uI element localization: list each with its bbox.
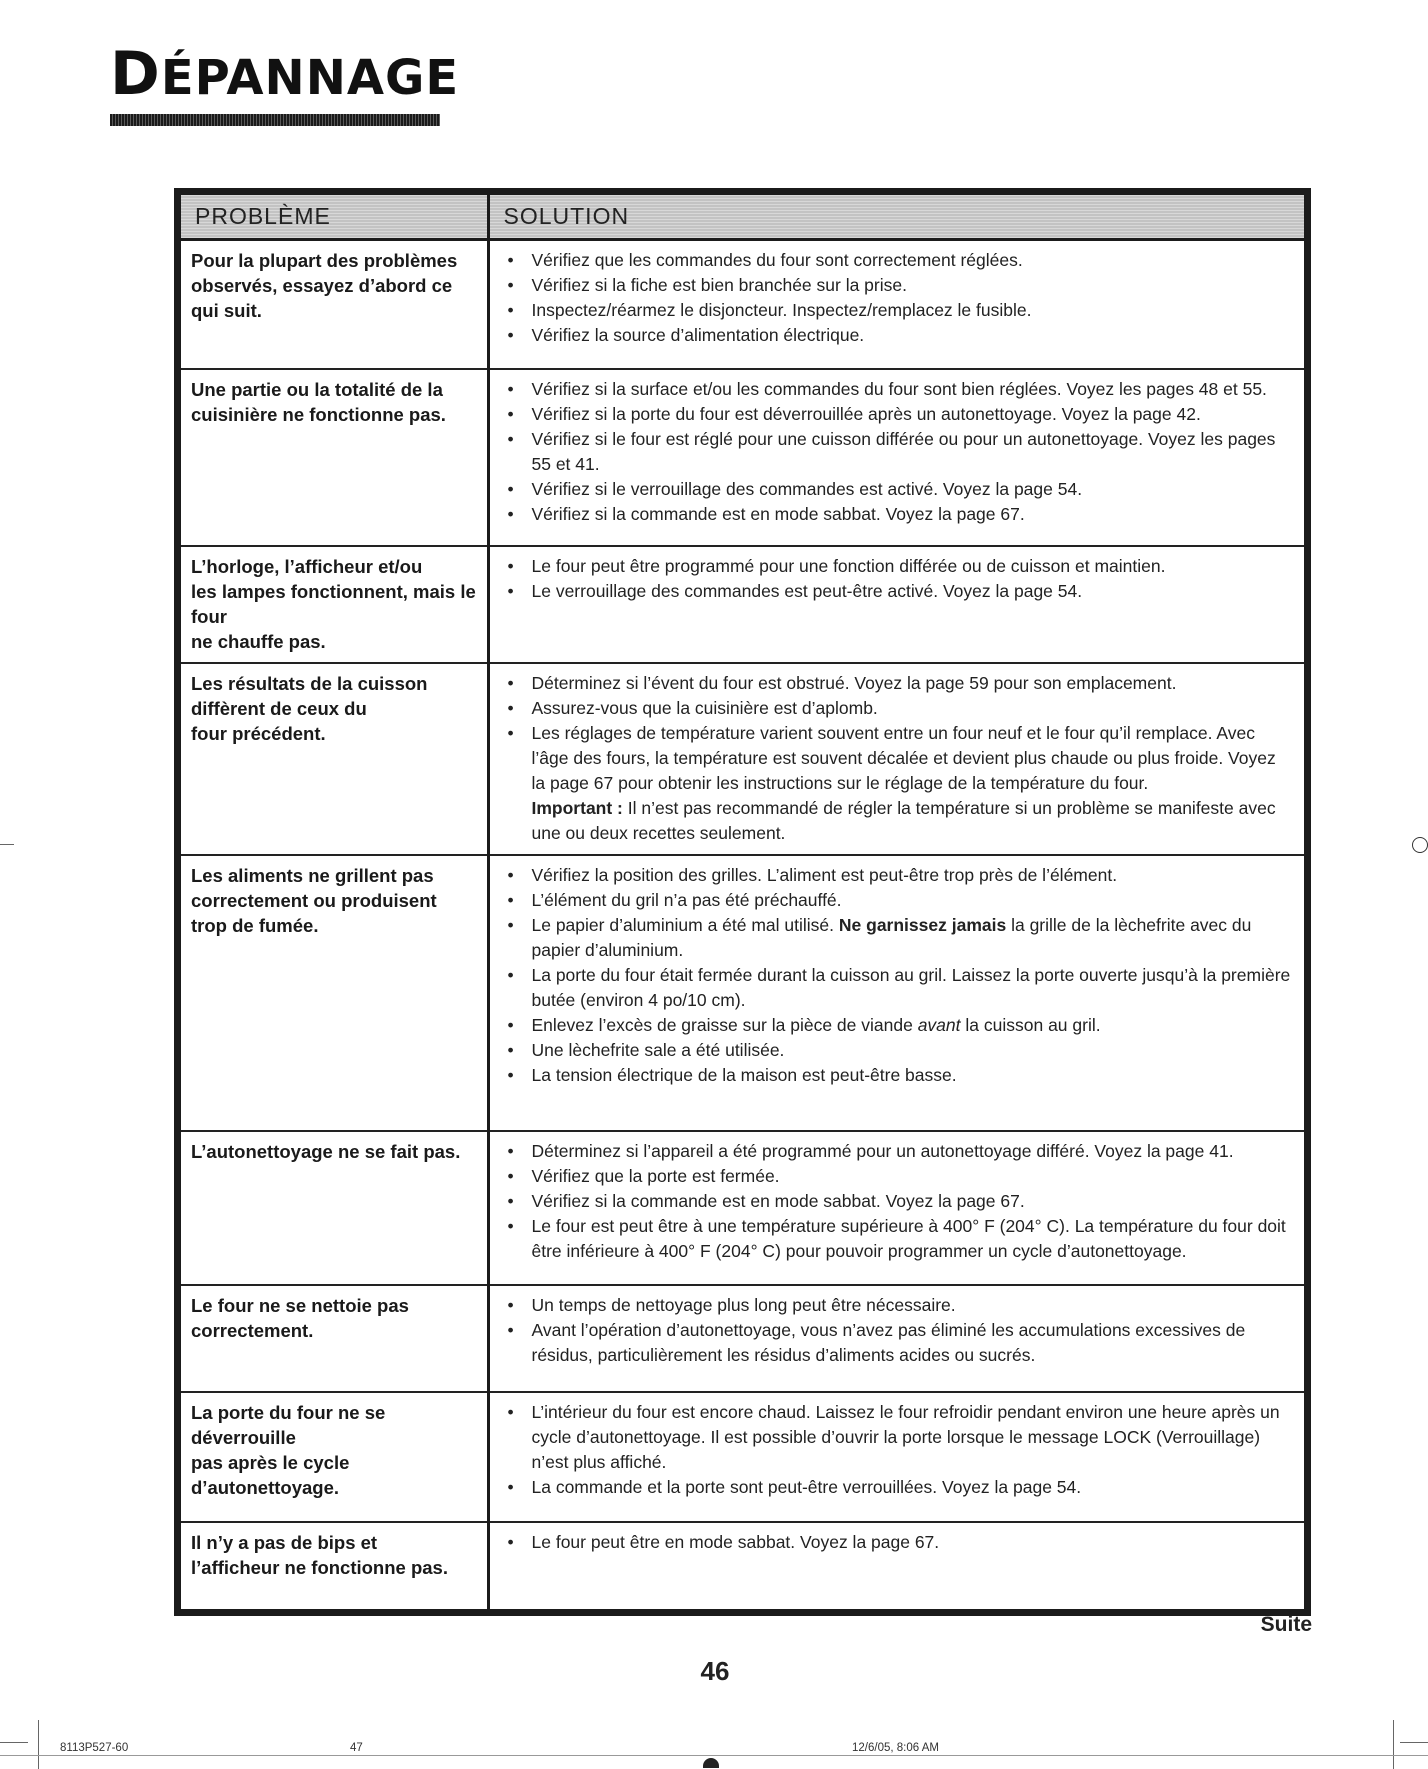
solution-item: • L’intérieur du four est encore chaud. Laissez le four refroidir pendant environ une heure après un cycle d’autonettoyage. Il est possible d’ouvrir la porte lorsque le message LOCK (Verrouillage) n’est plus affiché. <box>504 1400 1295 1475</box>
solution-item: • Vérifiez si le four est réglé pour une cuisson différée ou pour un autonettoyage. Voyez les pages 55 et 41. <box>504 427 1295 477</box>
solution-item: • Déterminez si l’appareil a été programmé pour un autonettoyage différé. Voyez la page 41. <box>504 1139 1295 1164</box>
table-row <box>181 369 1304 546</box>
solution-item: • Avant l’opération d’autonettoyage, vous n’avez pas éliminé les accumulations excessives de résidus, particulièrement les résidus d’aliments acides ou sucrés. <box>504 1318 1295 1368</box>
problem-cell <box>181 240 488 369</box>
footer-timestamp: 12/6/05, 8:06 AM <box>852 1742 939 1754</box>
problem-line: Pour la plupart des problèmes <box>191 250 458 271</box>
registration-mark-icon <box>703 1758 719 1768</box>
crop-mark <box>38 1720 39 1769</box>
problem-line: Il n’y a pas de bips et <box>191 1531 378 1553</box>
solution-cell <box>488 1285 1304 1392</box>
troubleshooting-table <box>181 195 1304 1612</box>
solution-cell <box>488 1131 1304 1285</box>
problem-cell <box>181 1392 488 1522</box>
solution-item: • Une lèchefrite sale a été utilisée. <box>504 1038 1295 1063</box>
problem-line: cuisinière ne fonctionne pas. <box>191 403 446 425</box>
problem-line: diffèrent de ceux du <box>191 697 367 719</box>
table-row <box>181 1131 1304 1285</box>
solution-item: • La tension électrique de la maison est peut-être basse. <box>504 1063 1295 1088</box>
problem-line: l’afficheur ne fonctionne pas. <box>191 1556 448 1578</box>
crop-mark <box>0 1742 28 1743</box>
foil-text-before: Le papier d’aluminium a été mal utilisé. <box>531 914 835 935</box>
solution-item: • Vérifiez si la fiche est bien branchée sur la prise. <box>504 273 1295 298</box>
footer-code: 8113P527-60 <box>60 1742 129 1754</box>
page-title <box>110 39 460 109</box>
solution-cell <box>488 369 1304 546</box>
solution-item: • Les réglages de température varient souvent entre un four neuf et le four qu’il remplace. Avec l’âge des fours, la température est souvent décalée et devient plus chaude ou plus froide. Voyez la page 67 pour obtenir les instructions sur le réglage de la température du four. <box>504 721 1295 796</box>
continued-label: Suite <box>1260 1613 1312 1636</box>
table-header-row <box>181 195 1304 240</box>
problem-cell <box>181 855 488 1131</box>
trim-line <box>0 1755 1428 1756</box>
problem-line: ne chauffe pas. <box>191 630 326 652</box>
table-row <box>181 1522 1304 1612</box>
problem-cell <box>181 369 488 546</box>
problem-line: Le four ne se nettoie pas <box>191 1294 409 1316</box>
solution-item: • Vérifiez si le verrouillage des commandes est activé. Voyez la page 54. <box>504 477 1295 502</box>
solution-cell <box>488 855 1304 1131</box>
problem-cell <box>181 663 488 855</box>
registration-mark-icon <box>1412 837 1428 853</box>
solution-item: • L’élément du gril n’a pas été préchauffé. <box>504 888 1295 913</box>
solution-item: • Vérifiez que la porte est fermée. <box>504 1164 1295 1189</box>
crop-mark <box>1393 1720 1394 1769</box>
solution-item: • Vérifiez que les commandes du four sont correctement réglées. <box>504 248 1295 273</box>
solution-item: • Vérifiez si la surface et/ou les commandes du four sont bien réglées. Voyez les pages 48 et 55. <box>504 377 1295 402</box>
problem-cell <box>181 546 488 663</box>
problem-line: Une partie ou la totalité de la <box>191 378 443 400</box>
solution-item: • Vérifiez si la porte du four est déverrouillée après un autonettoyage. Voyez la page 42. <box>504 402 1295 427</box>
crop-mark <box>0 844 14 845</box>
problem-line: L’horloge, l’afficheur et/ou <box>191 555 423 577</box>
table-row <box>181 1285 1304 1392</box>
problem-line: Les résultats de la cuisson <box>191 672 428 694</box>
solution-item: • Le four peut être en mode sabbat. Voyez la page 67. <box>504 1530 1295 1555</box>
foil-warning: Ne garnissez jamais <box>838 914 1007 935</box>
title-rest: ÉPANNAGE <box>160 50 460 106</box>
foil-text-after: la grille de la lèchefrite avec du papier d’aluminium. <box>531 914 1252 960</box>
important-label: Important : <box>531 797 623 818</box>
solution-item <box>504 1013 1295 1038</box>
footer-sheet: 47 <box>350 1742 363 1754</box>
solution-cell <box>488 240 1304 369</box>
table-row <box>181 663 1304 855</box>
solution-item: • Inspectez/réarmez le disjoncteur. Inspectez/remplacez le fusible. <box>504 298 1295 323</box>
problem-line: four précédent. <box>191 722 326 744</box>
solution-item: • Le four est peut être à une température supérieure à 400° F (204° C). La température du four doit être inférieure à 400° F (204° C) pour pouvoir programmer un cycle d’autonettoyage. <box>504 1214 1295 1264</box>
problem-cell <box>181 1131 488 1285</box>
solution-item: • Le four peut être programmé pour une fonction différée ou de cuisson et maintien. <box>504 554 1295 579</box>
solution-cell <box>488 1392 1304 1522</box>
problem-line: trop de fumée. <box>191 914 319 936</box>
title-first-letter: D <box>110 39 161 109</box>
problem-cell <box>181 1522 488 1612</box>
problem-cell <box>181 1285 488 1392</box>
problem-line: correctement. <box>191 1319 314 1341</box>
table-row <box>181 546 1304 663</box>
solution-item: • Le verrouillage des commandes est peut-être activé. Voyez la page 54. <box>504 579 1295 604</box>
solution-item: • Assurez-vous que la cuisinière est d’aplomb. <box>504 696 1295 721</box>
solution-item: • Vérifiez la position des grilles. L’aliment est peut-être trop près de l’élément. <box>504 863 1295 888</box>
troubleshooting-table-frame <box>174 188 1311 1616</box>
problem-line: correctement ou produisent <box>191 889 437 911</box>
problem-line: Les aliments ne grillent pas <box>191 864 434 886</box>
important-text: Il n’est pas recommandé de régler la température si un problème se manifeste avec une ou deux recettes seulement. <box>531 797 1276 843</box>
header-problem: PROBLÈME <box>181 195 488 240</box>
solution-item: • La porte du four était fermée durant la cuisson au gril. Laissez la porte ouverte jusqu’à la première butée (environ 4 po/10 cm). <box>504 963 1295 1013</box>
problem-line: observés, essayez d’abord ce qui suit. <box>191 275 453 321</box>
solution-item: • Vérifiez si la commande est en mode sabbat. Voyez la page 67. <box>504 502 1295 527</box>
header-solution: SOLUTION <box>488 195 1304 240</box>
table-row <box>181 855 1304 1131</box>
solution-cell <box>488 663 1304 855</box>
solution-item: • Vérifiez la source d’alimentation électrique. <box>504 323 1295 348</box>
solution-item: • La commande et la porte sont peut-être verrouillées. Voyez la page 54. <box>504 1475 1295 1500</box>
grease-text-before: Enlevez l’excès de graisse sur la pièce de viande <box>531 1014 913 1035</box>
important-note <box>504 796 1295 846</box>
page-number: 46 <box>700 1656 730 1686</box>
solution-item <box>504 913 1295 963</box>
table-row <box>181 1392 1304 1522</box>
problem-line: les lampes fonctionnent, mais le four <box>191 580 476 627</box>
grease-text-after: la cuisson au gril. <box>965 1014 1101 1035</box>
solution-item: • Vérifiez si la commande est en mode sabbat. Voyez la page 67. <box>504 1189 1295 1214</box>
crop-mark <box>1400 1742 1428 1743</box>
problem-line: La porte du four ne se déverrouille <box>191 1401 386 1448</box>
solution-cell <box>488 546 1304 663</box>
solution-cell <box>488 1522 1304 1612</box>
problem-line: L’autonettoyage ne se fait pas. <box>191 1140 461 1162</box>
problem-line: pas après le cycle d’autonettoyage. <box>191 1451 350 1498</box>
solution-item: • Un temps de nettoyage plus long peut être nécessaire. <box>504 1293 1295 1318</box>
grease-emphasis: avant <box>917 1014 961 1035</box>
table-row <box>181 240 1304 369</box>
solution-item: • Déterminez si l’évent du four est obstrué. Voyez la page 59 pour son emplacement. <box>504 671 1295 696</box>
title-underline <box>110 114 440 126</box>
